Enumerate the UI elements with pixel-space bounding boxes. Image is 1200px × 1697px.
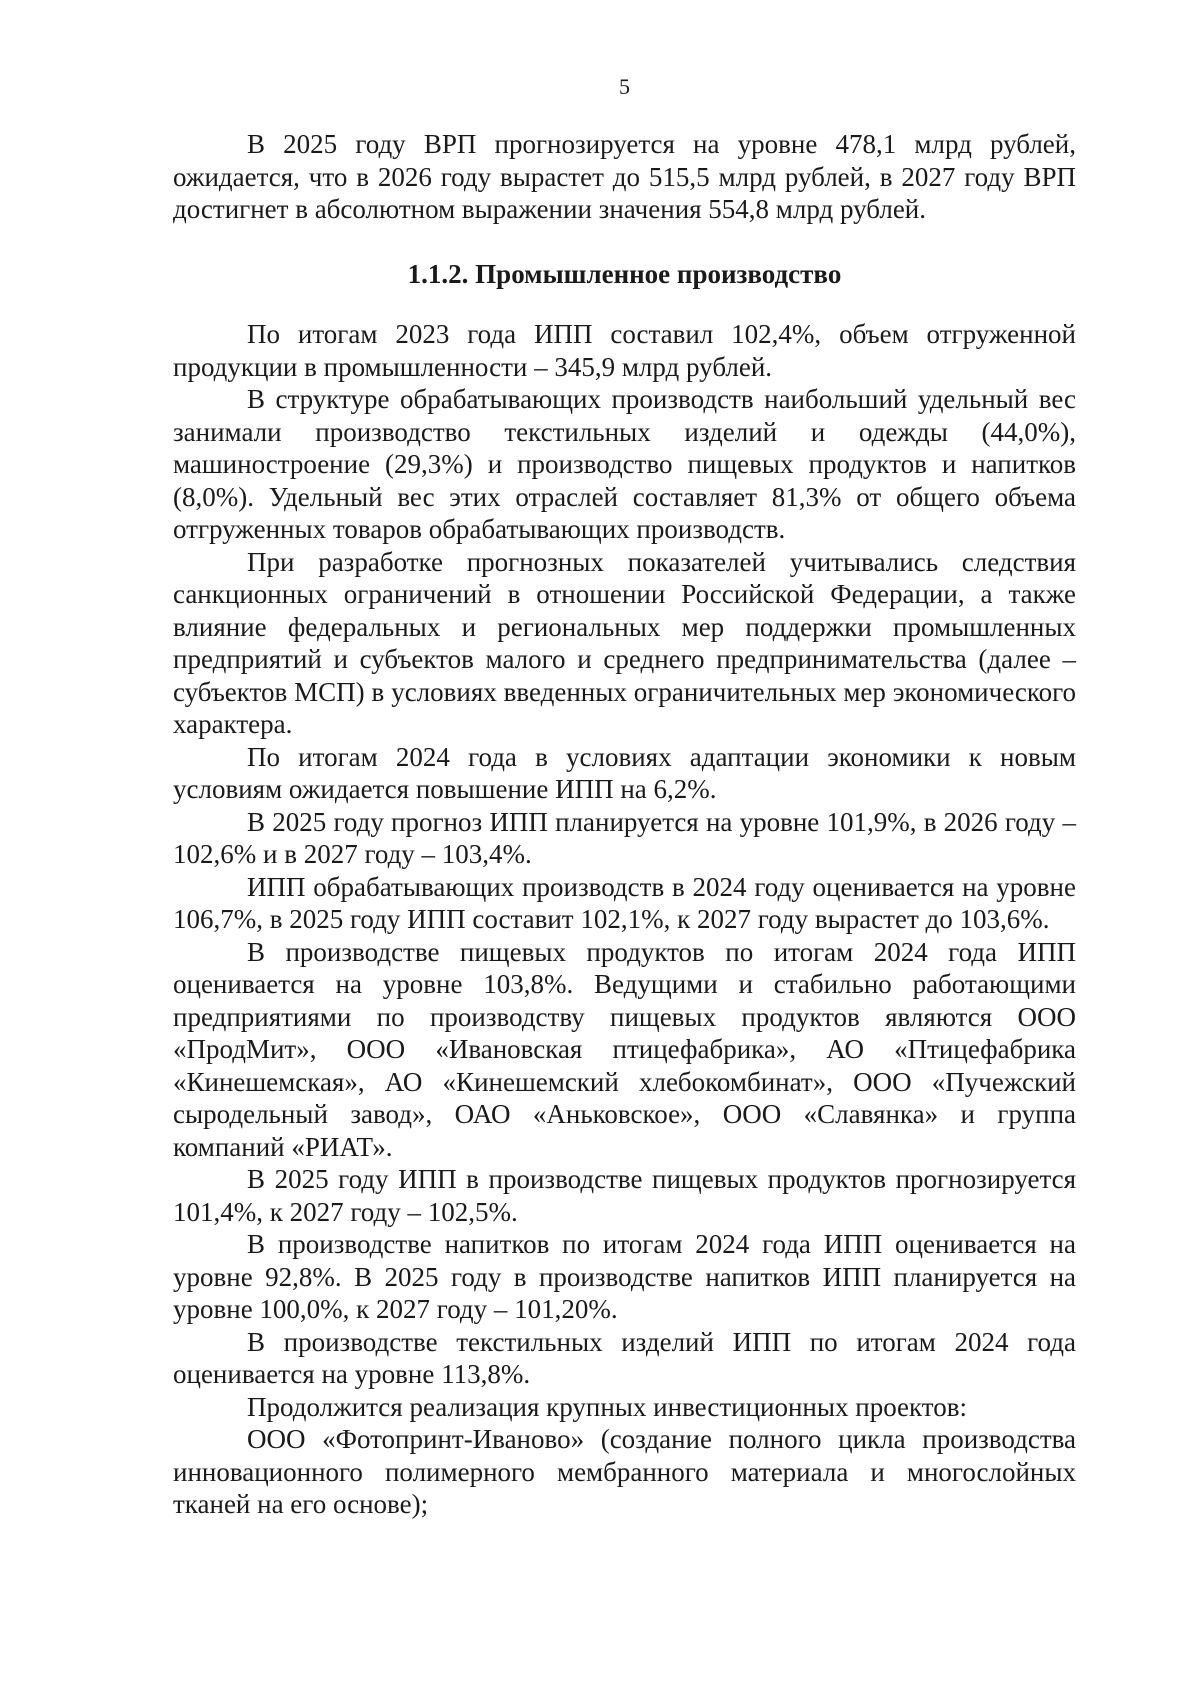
page-number: 5	[619, 74, 630, 99]
paragraph: В производстве текстильных изделий ИПП по итогам 2024 года оценивается на уровне 113,8%.	[173, 1326, 1076, 1389]
paragraph: В структуре обрабатывающих производств наибольший удельный вес занимали производство текстильных изделий и одежды (44,0%), машиностроение (29,3%) и производство пищевых продуктов и напитков (8,0%). Удельный вес этих отраслей составляет 81,3% от общего объема отгруженных товаров обрабатывающих производств.	[173, 384, 1076, 544]
section-body	[173, 318, 1076, 1521]
paragraph: Продолжится реализация крупных инвестиционных проектов:	[247, 1391, 967, 1422]
paragraph: При разработке прогнозных показателей учитывались следствия санкционных ограничений в отношении Российской Федерации, а также влияние федеральных и региональных мер поддержки промышленных предприятий и субъектов малого и среднего предпринимательства (далее – субъектов МСП) в условиях введенных ограничительных мер экономического характера.	[173, 546, 1076, 739]
paragraph: По итогам 2024 года в условиях адаптации экономики к новым условиям ожидается повышение ИПП на 6,2%.	[173, 741, 1076, 804]
paragraph: В 2025 году ИПП в производстве пищевых продуктов прогнозируется 101,4%, к 2027 году – 102,5%.	[173, 1164, 1076, 1227]
paragraph: По итогам 2023 года ИПП составил 102,4%, объем отгруженной продукции в промышленности – 345,9 млрд рублей.	[173, 319, 1076, 382]
paragraph: В производстве напитков по итогам 2024 года ИПП оценивается на уровне 92,8%. В 2025 году в производстве напитков ИПП планируется на уровне 100,0%, к 2027 году – 101,20%.	[173, 1229, 1076, 1324]
intro-block	[173, 128, 1076, 226]
intro-paragraph: В 2025 году ВРП прогнозируется на уровне 478,1 млрд рублей, ожидается, что в 2026 году вырастет до 515,5 млрд рублей, в 2027 году ВРП достигнет в абсолютном выражении значения 554,8 млрд рублей.	[173, 129, 1076, 224]
paragraph: В производстве пищевых продуктов по итогам 2024 года ИПП оценивается на уровне 103,8%. Ведущими и стабильно работающими предприятиями по производству пищевых продуктов являются ООО «ПродМит», ООО «Ивановская птицефабрика», АО «Птицефабрика «Кинешемская», АО «Кинешемский хлебокомбинат», ООО «Пучежский сыродельный завод», ОАО «Аньковское», ООО «Славянка» и группа компаний «РИАТ».	[173, 936, 1076, 1162]
paragraph: В 2025 году прогноз ИПП планируется на уровне 101,9%, в 2026 году – 102,6% и в 2027 году – 103,4%.	[173, 806, 1076, 869]
paragraph: ООО «Фотопринт-Иваново» (создание полного цикла производства инновационного полимерного мембранного материала и многослойных тканей на его основе);	[173, 1424, 1076, 1519]
document-page	[173, 0, 1076, 1697]
section-heading: 1.1.2. Промышленное производство	[407, 259, 842, 289]
paragraph: ИПП обрабатывающих производств в 2024 году оценивается на уровне 106,7%, в 2025 году ИПП составит 102,1%, к 2027 году вырастет до 103,6%.	[173, 871, 1076, 934]
